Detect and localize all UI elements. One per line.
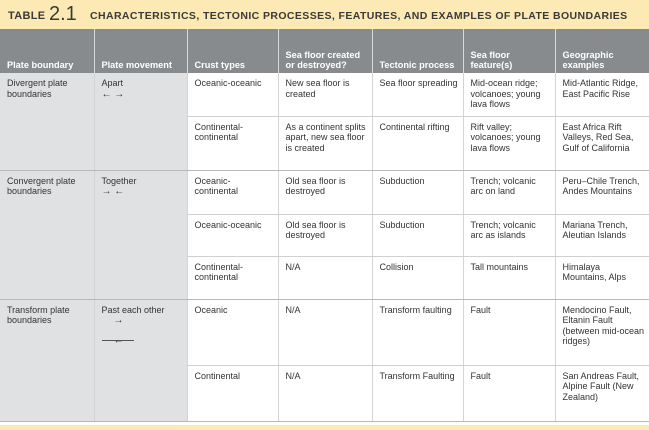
plate-boundary-divergent: Divergent plate boundaries [0,73,94,170]
table-title: CHARACTERISTICS, TECTONIC PROCESSES, FEATURES, AND EXAMPLES OF PLATE BOUNDARIES [90,10,628,22]
header-row [0,29,649,73]
process-cell: Subduction [372,170,463,214]
movement-text: Past each other [101,304,165,315]
examples-cell: East Africa Rift Valleys, Red Sea, Gulf of California [555,116,649,170]
table-row [0,299,649,365]
table-title-bar [0,0,649,29]
examples-cell: San Andreas Fault, Alpine Fault (New Zealand) [555,365,649,421]
movement-text: Apart [101,78,124,88]
crust-cell: Continental-continental [187,256,278,299]
movement-text: Together [101,175,137,186]
feature-cell: Fault [463,299,555,365]
process-cell: Sea floor spreading [372,73,463,116]
header-crust-types: Crust types [187,29,278,73]
created-cell: N/A [278,299,372,365]
plate-boundaries-table [0,29,649,422]
examples-cell: Himalaya Mountains, Alps [555,256,649,299]
process-cell: Continental rifting [372,116,463,170]
crust-cell: Oceanic-oceanic [187,73,278,116]
crust-cell: Oceanic-continental [187,170,278,214]
plate-movement-convergent [94,170,187,299]
header-tectonic-process: Tectonic process [372,29,463,73]
plate-movement-divergent [94,73,187,170]
created-cell: Old sea floor is destroyed [278,214,372,256]
table-label: TABLE [8,10,46,22]
examples-cell: Peru–Chile Trench, Andes Mountains [555,170,649,214]
feature-cell: Trench; volcanic arc as islands [463,214,555,256]
created-cell: New sea floor is created [278,73,372,116]
header-sea-floor-created: Sea floor created or destroyed? [278,29,372,73]
plate-movement-transform [94,299,187,421]
movement-arrows-icon: ← → [101,88,125,100]
header-plate-boundary: Plate boundary [0,29,94,73]
arrow-right-icon: → [113,315,124,327]
feature-cell: Tall mountains [463,256,555,299]
crust-cell: Continental [187,365,278,421]
process-cell: Transform faulting [372,299,463,365]
feature-cell: Trench; volcanic arc on land [463,170,555,214]
feature-cell: Rift valley; volcanoes; young lava flows [463,116,555,170]
feature-cell: Mid-ocean ridge; volcanoes; young lava flows [463,73,555,116]
plate-boundary-transform: Transform plate boundaries [0,299,94,421]
examples-cell: Mendocino Fault, Eltanin Fault (between mid-ocean ridges) [555,299,649,365]
header-plate-movement: Plate movement [94,29,187,73]
movement-diagram [102,305,183,347]
examples-cell: Mid-Atlantic Ridge, East Pacific Rise [555,73,649,116]
process-cell: Transform Faulting [372,365,463,421]
created-cell: As a continent splits apart, new sea floor is created [278,116,372,170]
process-cell: Collision [372,256,463,299]
plate-boundary-convergent: Convergent plate boundaries [0,170,94,299]
created-cell: N/A [278,256,372,299]
table-number: 2.1 [49,3,77,25]
crust-cell: Continental-continental [187,116,278,170]
crust-cell: Oceanic [187,299,278,365]
table-row [0,73,649,116]
examples-cell: Mariana Trench, Aleutian Islands [555,214,649,256]
process-cell: Subduction [372,214,463,256]
table-footer-bar [0,425,649,430]
table-row [0,170,649,214]
created-cell: Old sea floor is destroyed [278,170,372,214]
arrow-left-icon: ← [113,334,124,346]
fault-line-divider [102,340,134,341]
movement-arrows-icon: → ← [101,186,125,198]
crust-cell: Oceanic-oceanic [187,214,278,256]
created-cell: N/A [278,365,372,421]
feature-cell: Fault [463,365,555,421]
header-geographic-examples: Geographic examples [555,29,649,73]
header-sea-floor-features: Sea floor feature(s) [463,29,555,73]
